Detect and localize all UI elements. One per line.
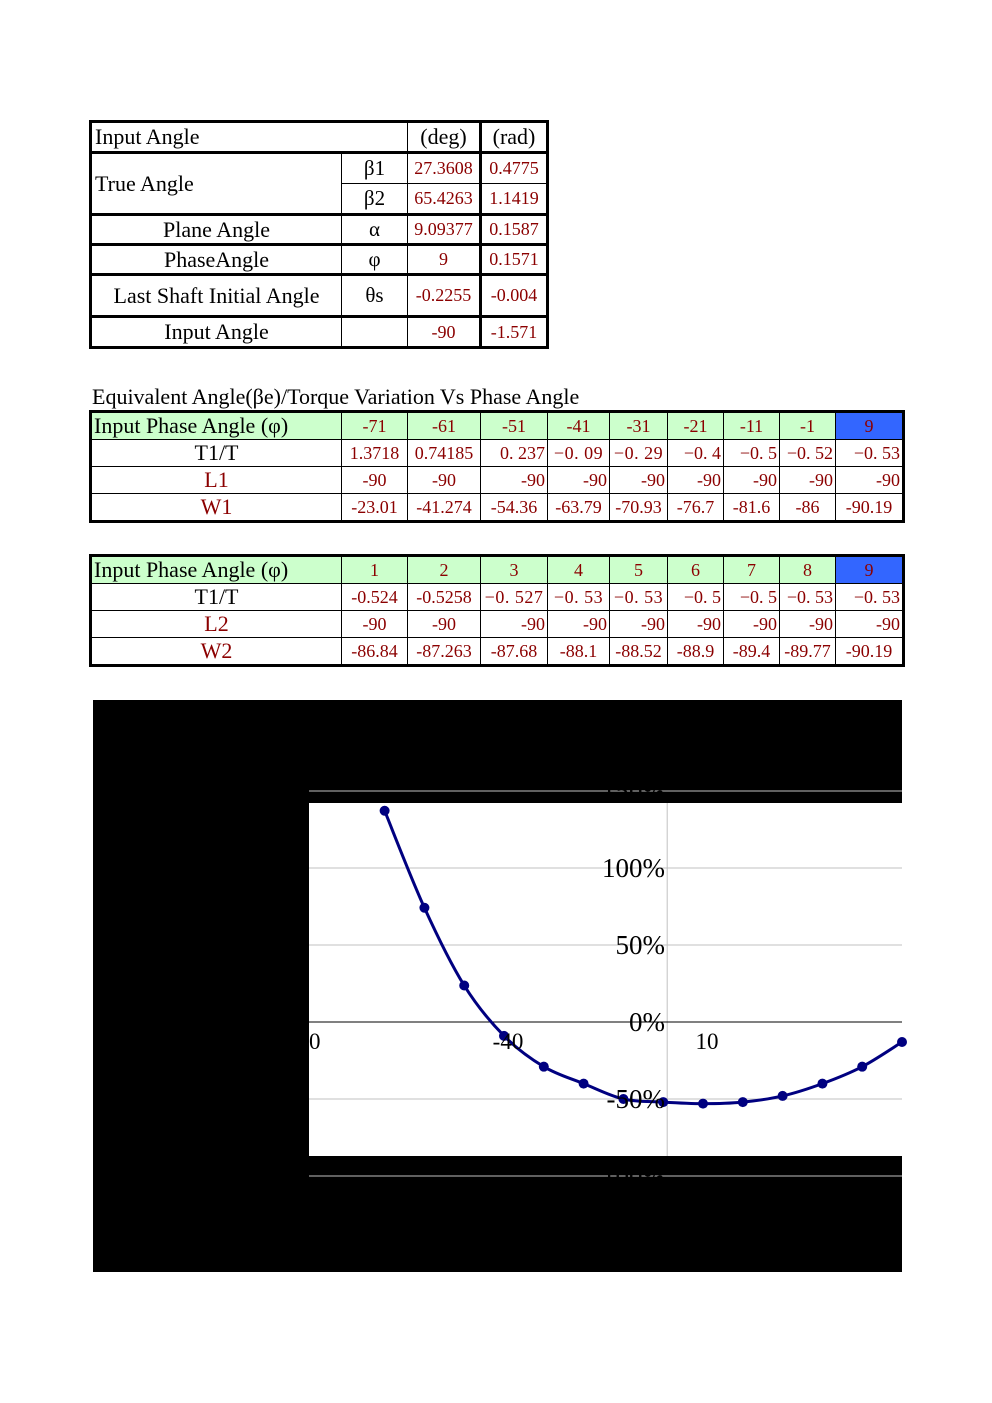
- equivalent-angle-title: Equivalent Angle(βe)/Torque Variation Vs Phase Angle: [92, 384, 580, 409]
- phase1-header-value: -71: [342, 412, 408, 440]
- input-angle-header-label: Input Angle: [91, 122, 408, 153]
- phase1-cell: -70.93: [610, 494, 668, 522]
- phase2-cell: -88.52: [610, 638, 668, 666]
- rad-header: (rad): [481, 122, 548, 153]
- phase2-header-value: 8: [780, 556, 836, 584]
- phase1-row-label: W1: [91, 494, 342, 522]
- phase1-cell: -90: [481, 467, 548, 494]
- input-angle-deg: -90: [408, 317, 481, 348]
- beta1-deg: 27.3608: [408, 153, 481, 184]
- phase1-header-value: -41: [548, 412, 610, 440]
- phase2-cell: −0. 53: [548, 584, 610, 611]
- phase-table-1: [89, 410, 905, 523]
- phase2-cell: -87.68: [481, 638, 548, 666]
- phase1-cell: -63.79: [548, 494, 610, 522]
- phase2-cell: -89.77: [780, 638, 836, 666]
- last-shaft-angle-rad: -0.004: [481, 275, 548, 317]
- phase1-cell: -54.36: [481, 494, 548, 522]
- y-tick-label: 150%: [602, 776, 665, 806]
- phase-table-2: [89, 554, 905, 667]
- data-point: [539, 1062, 549, 1072]
- data-point: [380, 806, 390, 816]
- phase2-cell: -90: [836, 611, 904, 638]
- phase1-cell: −0. 5: [724, 440, 780, 467]
- x-tick-label: 90: [297, 1029, 321, 1054]
- plane-angle-deg: 9.09377: [408, 215, 481, 245]
- phase2-cell: −0. 53: [610, 584, 668, 611]
- alpha-symbol: α: [342, 215, 408, 245]
- phase1-header-value: -11: [724, 412, 780, 440]
- phase2-cell: −0. 527: [481, 584, 548, 611]
- phase1-cell: -90: [408, 467, 481, 494]
- last-shaft-angle-deg: -0.2255: [408, 275, 481, 317]
- phase2-header-selected-value: 9: [836, 556, 904, 584]
- data-point: [698, 1099, 708, 1109]
- phase1-cell: -90: [342, 467, 408, 494]
- phase1-header-value: -31: [610, 412, 668, 440]
- phase-angle-rad: 0.1571: [481, 245, 548, 275]
- phase2-cell: -90: [724, 611, 780, 638]
- y-tick-label: 100%: [602, 853, 665, 883]
- plane-angle-rad: 0.1587: [481, 215, 548, 245]
- phase2-cell: −0. 5: [668, 584, 724, 611]
- phase2-cell: -88.9: [668, 638, 724, 666]
- phase2-cell: -90: [342, 611, 408, 638]
- phase2-cell: −0. 5: [724, 584, 780, 611]
- data-point: [738, 1097, 748, 1107]
- phase2-header-label: Input Phase Angle (φ): [91, 556, 342, 584]
- input-angle-table: [89, 120, 549, 349]
- phase2-cell: -90: [481, 611, 548, 638]
- phase1-cell: 0. 237: [481, 440, 548, 467]
- input-angle-rad: -1.571: [481, 317, 548, 348]
- phase2-header-value: 1: [342, 556, 408, 584]
- theta-s-symbol: θs: [342, 275, 408, 317]
- phase2-cell: −0. 53: [780, 584, 836, 611]
- phase2-cell: -0.524: [342, 584, 408, 611]
- beta1-rad: 0.4775: [481, 153, 548, 184]
- phase2-row-label: L2: [91, 611, 342, 638]
- phase1-cell: −0. 09: [548, 440, 610, 467]
- phase2-row-label: T1/T: [91, 584, 342, 611]
- phase1-header-value: -21: [668, 412, 724, 440]
- torque-variation-chart: [297, 776, 902, 1191]
- beta2-rad: 1.1419: [481, 184, 548, 215]
- phase1-cell: -41.274: [408, 494, 481, 522]
- true-angle-label: True Angle: [91, 153, 342, 215]
- phase2-header-value: 7: [724, 556, 780, 584]
- phase2-cell: −0. 53: [836, 584, 904, 611]
- data-point: [419, 903, 429, 913]
- phase1-row-label: T1/T: [91, 440, 342, 467]
- phase2-cell: -90: [780, 611, 836, 638]
- phi-symbol: φ: [342, 245, 408, 275]
- beta2-symbol: β2: [342, 184, 408, 215]
- phase1-header-selected-value: 9: [836, 412, 904, 440]
- phase2-cell: -90: [408, 611, 481, 638]
- phase1-cell: -86: [780, 494, 836, 522]
- x-tick-label: -40: [492, 1029, 524, 1054]
- phase2-cell: -90.19: [836, 638, 904, 666]
- data-point: [897, 1037, 907, 1047]
- phase-angle-label: PhaseAngle: [91, 245, 342, 275]
- phase1-cell: -90: [610, 467, 668, 494]
- phase-angle-deg: 9: [408, 245, 481, 275]
- phase1-cell: 1.3718: [342, 440, 408, 467]
- phase1-cell: -90.19: [836, 494, 904, 522]
- last-shaft-angle-label: Last Shaft Initial Angle: [91, 275, 342, 317]
- phase1-header-label: Input Phase Angle (φ): [91, 412, 342, 440]
- phase1-cell: -90: [724, 467, 780, 494]
- data-point: [778, 1091, 788, 1101]
- phase2-cell: -86.84: [342, 638, 408, 666]
- phase2-cell: -0.5258: [408, 584, 481, 611]
- phase2-cell: -87.263: [408, 638, 481, 666]
- phase1-cell: -81.6: [724, 494, 780, 522]
- phase2-cell: -90: [548, 611, 610, 638]
- phase1-cell: −0. 53: [836, 440, 904, 467]
- input-angle-label: Input Angle: [91, 317, 342, 348]
- y-tick-label: 0%: [629, 1007, 665, 1037]
- phase1-header-value: -1: [780, 412, 836, 440]
- phase2-cell: -90: [610, 611, 668, 638]
- input-angle-symbol: [342, 317, 408, 348]
- phase2-header-value: 6: [668, 556, 724, 584]
- phase2-cell: -88.1: [548, 638, 610, 666]
- phase1-cell: -90: [836, 467, 904, 494]
- phase1-cell: −0. 52: [780, 440, 836, 467]
- y-tick-label: 50%: [615, 930, 665, 960]
- phase2-cell: -89.4: [724, 638, 780, 666]
- phase2-header-value: 3: [481, 556, 548, 584]
- data-point: [817, 1079, 827, 1089]
- phase1-header-value: -51: [481, 412, 548, 440]
- deg-header: (deg): [408, 122, 481, 153]
- phase2-cell: -90: [668, 611, 724, 638]
- phase1-row-label: L1: [91, 467, 342, 494]
- phase2-header-value: 2: [408, 556, 481, 584]
- data-point: [459, 981, 469, 991]
- beta1-symbol: β1: [342, 153, 408, 184]
- x-tick-label: 10: [695, 1029, 719, 1054]
- phase2-row-label: W2: [91, 638, 342, 666]
- phase2-header-value: 4: [548, 556, 610, 584]
- phase2-header-value: 5: [610, 556, 668, 584]
- data-point: [579, 1079, 589, 1089]
- phase1-cell: -76.7: [668, 494, 724, 522]
- y-tick-label: -100%: [593, 1161, 665, 1191]
- phase1-cell: −0. 29: [610, 440, 668, 467]
- phase1-cell: -90: [780, 467, 836, 494]
- y-tick-label: -50%: [606, 1084, 665, 1114]
- phase1-cell: -23.01: [342, 494, 408, 522]
- plane-angle-label: Plane Angle: [91, 215, 342, 245]
- beta2-deg: 65.4263: [408, 184, 481, 215]
- phase1-cell: -90: [548, 467, 610, 494]
- phase1-header-value: -61: [408, 412, 481, 440]
- phase1-cell: -90: [668, 467, 724, 494]
- phase1-cell: 0.74185: [408, 440, 481, 467]
- phase1-cell: −0. 4: [668, 440, 724, 467]
- data-point: [857, 1062, 867, 1072]
